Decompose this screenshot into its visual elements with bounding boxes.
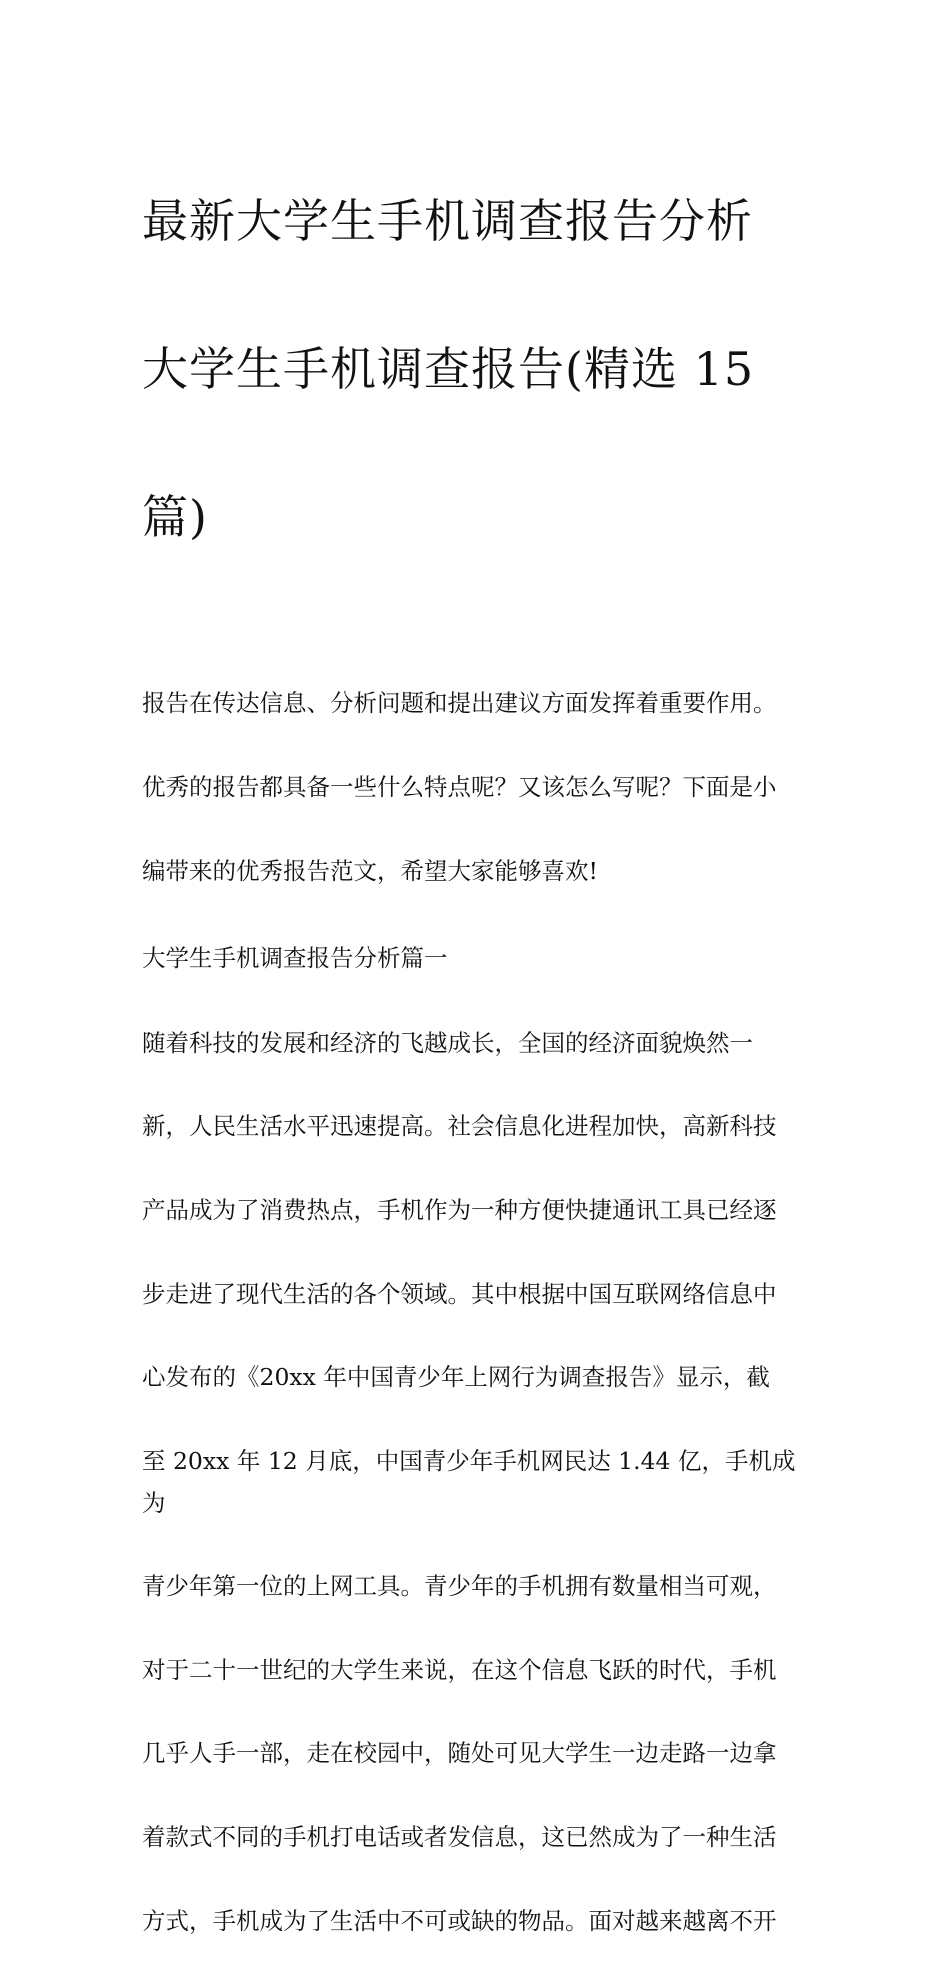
body-line-11: 方式，手机成为了生活中不可或缺的物品。面对越来越离不开 <box>142 1906 777 1935</box>
body-paragraph <box>142 981 814 1984</box>
body-line-3: 产品成为了消费热点，手机作为一种方便快捷通讯工具已经逐 <box>142 1195 777 1224</box>
document-title <box>142 110 814 628</box>
document-page <box>142 110 814 1984</box>
title-line-1: 最新大学生手机调查报告分析 <box>142 194 753 248</box>
body-line-7: 青少年第一位的上网工具。青少年的手机拥有数量相当可观， <box>142 1572 777 1601</box>
title-line-2: 大学生手机调查报告(精选 15 <box>142 342 755 396</box>
body-line-1: 随着科技的发展和经济的飞越成长，全国的经济面貌焕然一 <box>142 1028 753 1057</box>
body-line-10: 着款式不同的手机打电话或者发信息，这已然成为了一种生活 <box>142 1822 777 1851</box>
intro-paragraph <box>142 640 814 934</box>
body-line-9: 几乎人手一部，走在校园中，随处可见大学生一边走路一边拿 <box>142 1739 777 1768</box>
body-line-6: 至 20xx 年 12 月底，中国青少年手机网民达 1.44 亿，手机成为 <box>142 1446 796 1517</box>
intro-line-1: 报告在传达信息、分析问题和提出建议方面发挥着重要作用。 <box>142 689 777 717</box>
body-line-5: 心发布的《20xx 年中国青少年上网行为调查报告》显示，截 <box>142 1363 770 1392</box>
body-line-8: 对于二十一世纪的大学生来说，在这个信息飞跃的时代，手机 <box>142 1655 777 1684</box>
section-heading: 大学生手机调查报告分析篇一 <box>142 944 448 972</box>
intro-line-2: 优秀的报告都具备一些什么特点呢？又该怎么写呢？下面是小 <box>142 773 777 801</box>
intro-line-3: 编带来的优秀报告范文，希望大家能够喜欢! <box>142 857 598 885</box>
body-line-4: 步走进了现代生活的各个领域。其中根据中国互联网络信息中 <box>142 1279 777 1308</box>
body-line-2: 新，人民生活水平迅速提高。社会信息化进程加快，高新科技 <box>142 1112 777 1141</box>
title-line-3: 篇) <box>142 490 208 544</box>
